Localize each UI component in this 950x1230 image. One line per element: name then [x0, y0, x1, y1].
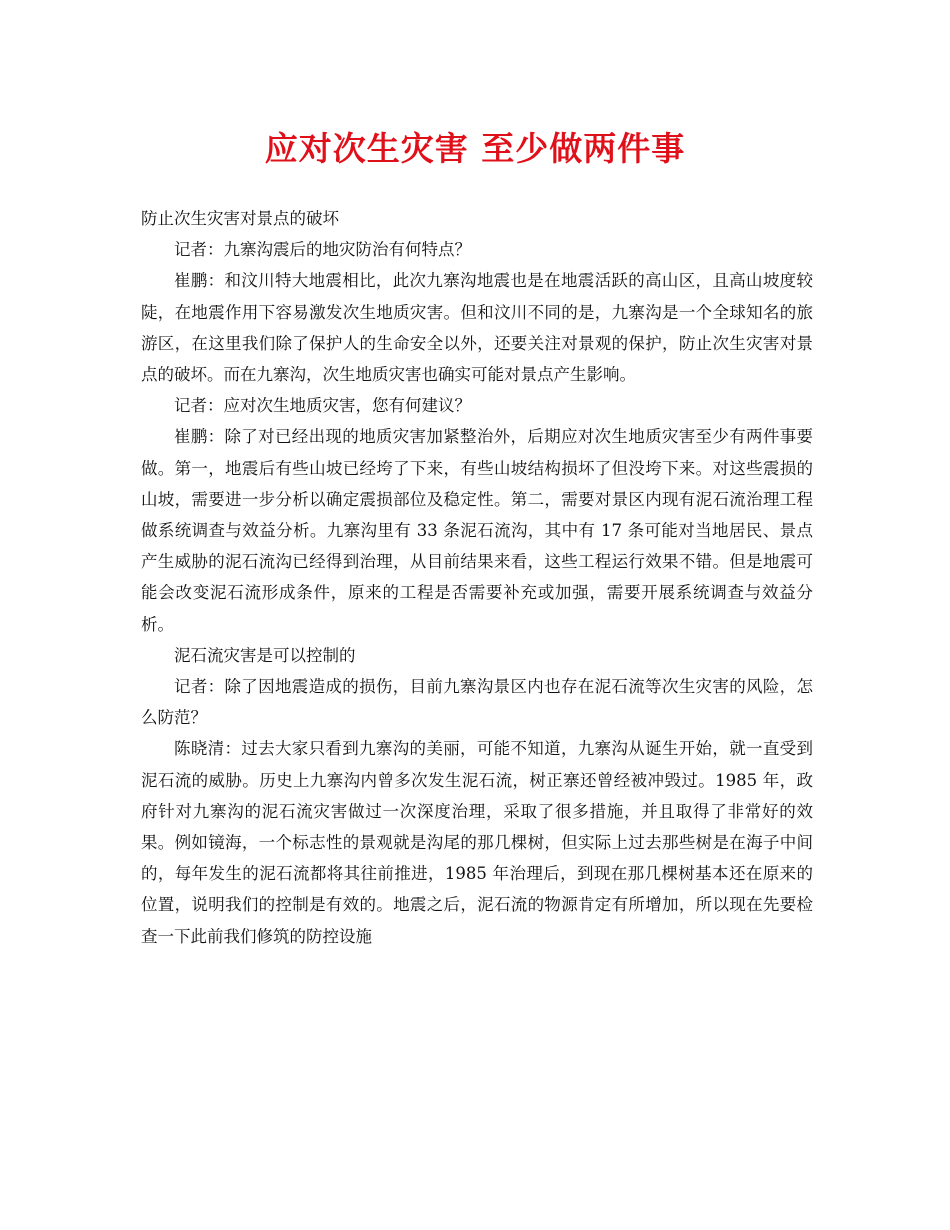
- paragraph: 崔鹏：和汶川特大地震相比，此次九寨沟地震也是在地震活跃的高山区，且高山坡度较陡，在地震作用下容易激发次生地质灾害。但和汶川不同的是，九寨沟是一个全球知名的旅游区，在这里我们除了保护人的生命安全以外，还要关注对景观的保护，防止次生灾害对景点的破坏。而在九寨沟，次生地质灾害也确实可能对景点产生影响。: [141, 271, 813, 385]
- section-heading: 泥石流灾害是可以控制的: [174, 645, 356, 665]
- paragraph: 崔鹏：除了对已经出现的地质灾害加紧整治外，后期应对次生地质灾害至少有两件事要做。第一，地震后有些山坡已经垮了下来，有些山坡结构损坏了但没垮下来。对这些震损的山坡，需要进一步分析以确定震损部位及稳定性。第二，需要对景区内现有泥石流治理工程做系统调查与效益分析。九寨沟里有 33 条泥石流沟，其中有 17 条可能对当地居民、景点产生威胁的泥石流沟已经得到治理，从目前结果来看，这些工程运行效果不错。但是地震可能会改变泥石流形成条件，原来的工程是否需要补充或加强，需要开展系统调查与效益分析。: [141, 427, 813, 634]
- page-title: 应对次生灾害 至少做两件事: [264, 129, 686, 168]
- paragraph: 陈晓清：过去大家只看到九寨沟的美丽，可能不知道，九寨沟从诞生开始，就一直受到泥石流的威胁。历史上九寨沟内曾多次发生泥石流，树正寨还曾经被冲毁过。1985 年，政府针对九寨沟的泥石流灾害做过一次深度治理，采取了很多措施，并且取得了非常好的效果。例如镜海，一个标志性的景观就是沟尾的那几棵树，但实际上过去那些树是在海子中间的，每年发生的泥石流都将其往前推进，1985 年治理后，到现在那几棵树基本还在原来的位置，说明我们的控制是有效的。地震之后，泥石流的物源肯定有所增加，所以现在先要检查一下此前我们修筑的防控设施: [141, 739, 813, 946]
- section-heading: 防止次生灾害对景点的破坏: [141, 209, 339, 228]
- article-body: [141, 203, 813, 952]
- paragraph: 记者：除了因地震造成的损伤，目前九寨沟景区内也存在泥石流等次生灾害的风险，怎么防范？: [141, 677, 813, 728]
- paragraph: 记者：应对次生地质灾害，您有何建议？: [174, 396, 471, 416]
- paragraph: 记者：九寨沟震后的地灾防治有何特点？: [174, 240, 471, 260]
